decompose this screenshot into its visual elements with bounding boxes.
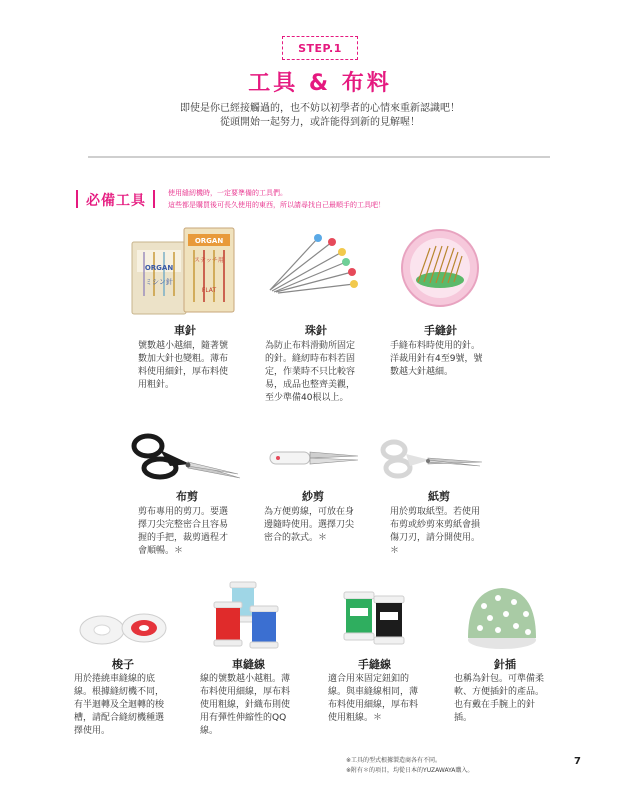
desc-line: 的針。縫紉時布料若固 [265,354,356,364]
section-description [168,187,385,211]
desc-line: 握的手把，裁剪過程才 [138,533,229,543]
desc-line: 擇刀尖完整密合且容易 [138,520,229,530]
step-badge [282,36,358,60]
section-bar-right [153,190,155,208]
desc-line: 定，作業時不只比較容 [265,367,356,377]
desc-line: 使用粗線，針織布則使 [200,700,291,710]
hand-thread-spools-icon [340,588,410,648]
tool-name-fabric-scissors: 布剪 [176,490,198,503]
tool-name-thread-snips: 紗剪 [302,490,324,503]
desc-line: 手縫布料時使用的針。 [390,341,481,351]
pins-icon [262,228,368,296]
desc-line: 也稱為針包。可準備柔 [454,674,545,684]
desc-line: 使用粗線。＊ [328,713,383,723]
tool-name-sewing-machine-needle: 車針 [174,324,196,337]
tool-desc-pincushion [454,673,554,725]
desc-line: 插。 [454,713,473,723]
desc-line: 線。 [200,726,219,736]
desc-line: 號數越小越細，隨著號 [138,341,229,351]
desc-line: 至少準備40根以上。 [265,393,349,403]
pack-label: ステッチ用 [194,257,224,264]
page-number: 7 [574,756,581,767]
desc-line: 料使用細針，厚布料使 [138,367,229,377]
desc-line: 用於捲繞車縫線的底 [74,674,156,684]
desc-line: 線的號數越小越粗。薄 [200,674,291,684]
tool-desc-hand-thread [328,673,432,725]
section-title: 必備工具 [86,193,146,209]
pack-label: ORGAN [144,264,174,272]
tool-desc-fabric-scissors [138,506,240,558]
desc-line: 布料使用細線，厚布料 [328,700,419,710]
desc-line: 用有彈性伸縮性的QQ [200,713,287,723]
page-title: 工具 & 布料 [248,71,392,96]
tool-name-hand-thread: 手縫線 [358,658,391,671]
desc-line: 擇使用。 [74,726,111,736]
section-divider [88,156,550,158]
tool-desc-sewing-machine-needle [138,340,240,392]
desc-line: 也有戴在手腕上的針 [454,700,536,710]
desc-line: 有半迴轉及全迴轉的梭 [74,700,165,710]
pack-label: ORGAN [194,237,224,245]
intro-line: 即使是你已經接觸過的，也不妨以初學者的心情來重新認識吧！ [180,103,460,114]
desc-line: ＊ [390,546,400,556]
thread-snips-icon [266,444,362,472]
footnote-line: ※附有＊的項目，均從日本的YUZAWAYA購入。 [346,767,474,774]
tool-desc-pins [265,340,367,405]
desc-line: 為方便剪線，可放在身 [264,507,355,517]
desc-line: 易，成品也整齊美觀， [265,380,356,390]
desc-line: 線。根據縫紉機不同， [74,687,165,697]
desc-line: 傷刀刃，請分開使用。 [390,533,481,543]
machine-thread-spools-icon [212,578,284,652]
desc-line: 用粗針。 [138,380,175,390]
tool-desc-thread-snips [264,506,366,545]
footnotes [346,756,473,776]
desc-line: 用於剪取紙型。若使用 [390,507,481,517]
tool-desc-hand-needle [390,340,494,379]
desc-line: 洋裁用針有4至9號，號 [390,354,483,364]
intro-line: 從頭開始一起努力，或許能得到新的見解喔！ [220,117,420,128]
desc-line: 為防止布料滑動所固定 [265,341,356,351]
desc-line: 槽，請配合縫紉機種選 [74,713,165,723]
section-desc-line: 這些都是購買後可長久使用的東西，所以請尋找自己最順手的工具吧！ [168,201,385,209]
desc-line: 線。與車縫線相同，薄 [328,687,419,697]
tool-name-hand-needle: 手縫針 [424,324,457,337]
desc-line: 軟、方便插針的產品。 [454,687,545,697]
desc-line: 密合的款式。＊ [264,533,328,543]
step-label: STEP.1 [298,41,342,55]
tool-name-machine-thread: 車縫線 [232,658,265,671]
tool-name-bobbin: 梭子 [112,658,134,671]
tool-desc-bobbin [74,673,172,738]
footnote-line: ※工具的型式根據製造商各有不同。 [346,757,442,764]
tool-desc-machine-thread [200,673,304,738]
hand-needle-case-icon [396,228,484,308]
desc-line: 剪布專用的剪刀。要選 [138,507,229,517]
pack-label: ミシン針 [145,278,173,286]
machine-needle-pack-icon [128,222,238,318]
paper-scissors-icon [380,436,484,482]
desc-line: 邊隨時使用。選擇刀尖 [264,520,355,530]
section-desc-line: 使用縫紉機時，一定要準備的工具們。 [168,189,287,197]
tool-desc-paper-scissors [390,506,494,558]
intro-text [0,102,640,130]
tool-name-pincushion: 針插 [494,658,516,671]
fabric-scissors-icon [130,432,242,484]
desc-line: 數越大針越細。 [390,367,454,377]
bobbins-icon [74,604,174,654]
desc-line: 布剪或紗剪來剪紙會損 [390,520,481,530]
section-bar-left [76,190,78,208]
tool-name-pins: 珠針 [305,324,327,337]
desc-line: 會順暢。＊ [138,546,184,556]
desc-line: 布料使用細線，厚布料 [200,687,291,697]
pack-label: FLAT [201,287,217,294]
desc-line: 數加大針也變粗。薄布 [138,354,229,364]
tool-name-paper-scissors: 紙剪 [428,490,450,503]
pincushion-icon [462,582,542,652]
desc-line: 適合用來固定鈕釦的 [328,674,410,684]
